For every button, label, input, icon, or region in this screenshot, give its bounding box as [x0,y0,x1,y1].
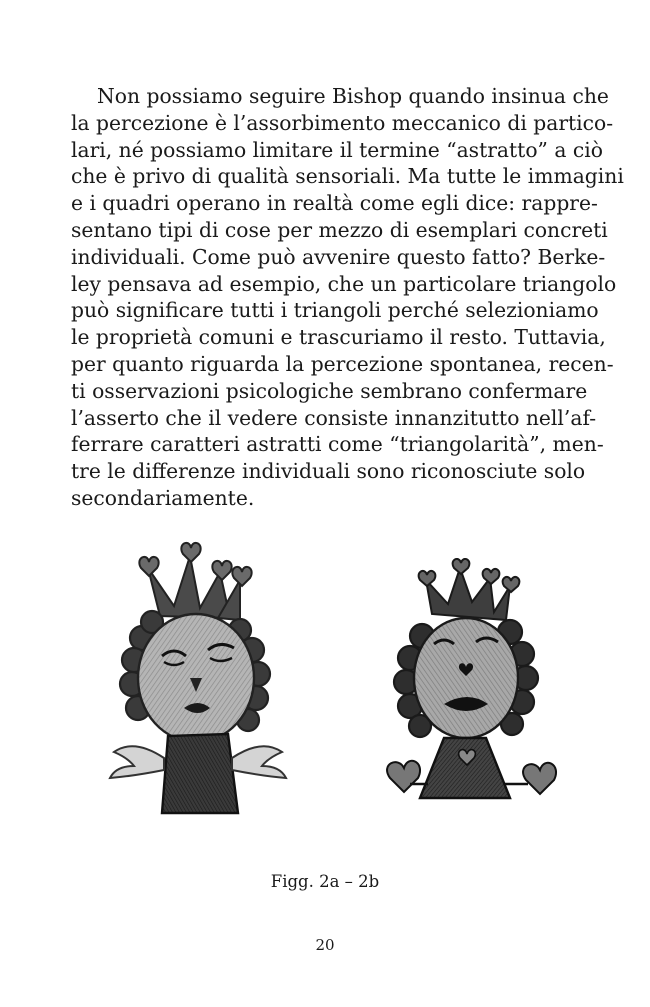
figure-caption: Figg. 2a – 2b [270,872,380,891]
text-line: e i quadri operano in realtà come egli dice: rappre- [71,191,598,216]
text-line: la percezione è l’assorbimento meccanico di partico- [71,110,614,135]
figure-2b-drawing [360,558,585,818]
text-line: ley pensava ad esempio, che un particolare triangolo [71,271,617,296]
text-line: può significare tutti i triangoli perché selezioniamo [71,298,599,323]
text-line: che è privo di qualità sensoriali. Ma tutte le immagini [71,164,624,189]
text-line: Non possiamo seguire Bishop quando insinua che [97,84,609,108]
text-line: le proprietà comuni e trascuriamo il resto. Tuttavia, [71,325,606,350]
queen-drawing-b [360,558,585,818]
figures-2a-2b [90,538,570,828]
figure-2a-drawing [90,538,305,818]
text-line: tre le differenze individuali sono riconosciute solo [71,459,586,484]
body-paragraph [71,83,624,512]
text-line: lari, né possiamo limitare il termine “astratto” a ciò [71,137,603,162]
page-number: 20 [315,936,335,954]
text-line: individuali. Come può avvenire questo fatto? Berke- [71,244,606,269]
text-line: secondariamente. [71,485,255,510]
text-line: l’asserto che il vedere consiste innanzitutto nell’af- [71,405,597,430]
text-line: sentano tipi di cose per mezzo di esemplari concreti [71,217,608,242]
text-line: per quanto riguarda la percezione spontanea, recen- [71,351,614,376]
text-line: ti osservazioni psicologiche sembrano confermare [71,378,588,403]
queen-drawing-a [90,538,305,818]
text-line: ferrare caratteri astratti come “triangolarità”, men- [71,432,604,457]
